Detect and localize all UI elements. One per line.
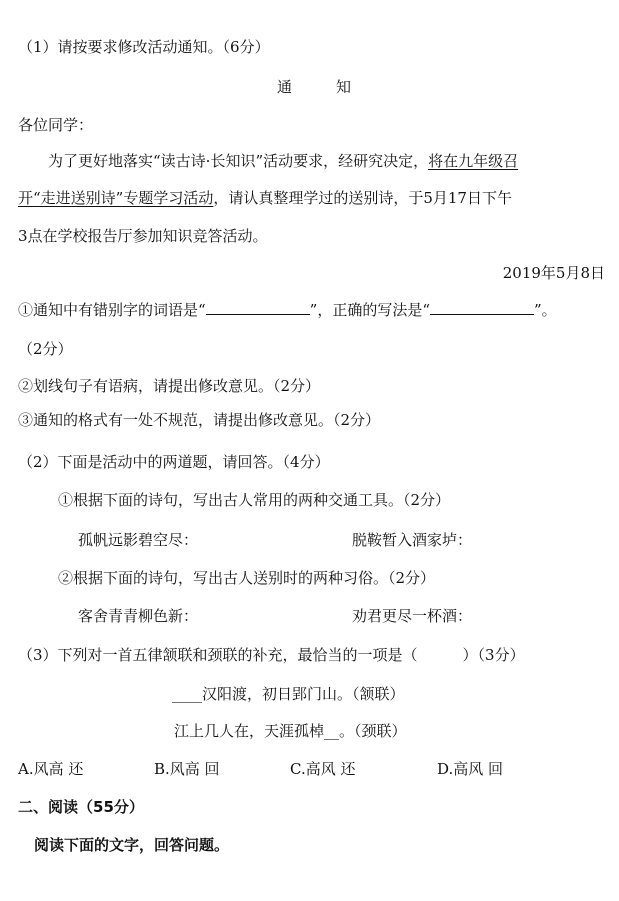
- notice-date: 2019年5月8日: [502, 264, 605, 282]
- q1-sub1: [18, 300, 557, 320]
- q1-header: （1）请按要求修改活动通知。（6分）: [18, 38, 270, 56]
- q2-sub2-poem-b: 劝君更尽一杯酒：: [352, 607, 473, 625]
- notice-title: [277, 77, 351, 97]
- underlined-sentence-part-1: 将在九年级召: [428, 152, 519, 170]
- q2-sub1-poem-a: 孤帆远影碧空尽：: [78, 531, 199, 549]
- q3-line-b: [174, 721, 407, 741]
- notice-title-char-2: 知: [336, 78, 352, 96]
- q1-sub2: ②划线句子有语病，请提出修改意见。（2分）: [18, 377, 321, 395]
- notice-body-line-1: [48, 151, 518, 171]
- q3-option-c[interactable]: C.高风 还: [290, 760, 356, 778]
- section-2-instruction: 阅读下面的文字，回答问题。: [34, 836, 230, 854]
- answer-blank[interactable]: [206, 300, 310, 315]
- q1-sub1-score: （2分）: [18, 340, 73, 358]
- q1-sub1-text: ①通知中有错别字的词语是“: [18, 301, 206, 319]
- notice-salutation: 各位同学：: [18, 116, 94, 134]
- q3-option-b[interactable]: B.风高 回: [154, 760, 220, 778]
- q3-line-a: [172, 684, 405, 704]
- q1-sub3: ③通知的格式有一处不规范，请提出修改意见。（2分）: [18, 411, 381, 429]
- q1-sub1-text: ”，正确的写法是“: [309, 301, 431, 319]
- q2-header: （2）下面是活动中的两道题，请回答。（4分）: [18, 453, 330, 471]
- q3-line-b-text: 江上几人在，天涯孤棹: [174, 722, 325, 740]
- q3-option-a[interactable]: A.风高 还: [18, 760, 84, 778]
- answer-blank[interactable]: ____: [172, 685, 202, 703]
- answer-blank[interactable]: [430, 300, 534, 315]
- notice-body-line-2: [18, 188, 512, 208]
- section-2-title: 二、阅读（55分）: [18, 798, 144, 816]
- q3-option-d[interactable]: D.高风 回: [437, 760, 504, 778]
- q2-sub2: ②根据下面的诗句，写出古人送别时的两种习俗。（2分）: [58, 569, 436, 587]
- q2-sub2-poem-a: 客舍青青柳色新：: [78, 607, 199, 625]
- q3-header: （3）下列对一首五律颔联和颈联的补充，最恰当的一项是（ ）（3分）: [18, 646, 525, 664]
- q2-sub1-poem-b: 脱鞍暂入酒家垆：: [352, 531, 473, 549]
- q3-line-a-text: 汉阳渡，初日郢门山。（颔联）: [202, 685, 405, 703]
- answer-blank[interactable]: __: [324, 722, 340, 740]
- q1-sub1-text: ”。: [534, 301, 557, 319]
- notice-body-text: 为了更好地落实“读古诗·长知识”活动要求，经研究决定，: [48, 152, 429, 170]
- notice-title-char-1: 通: [277, 78, 293, 96]
- notice-body-text: ，请认真整理学过的送别诗，于5月17日下午: [213, 189, 512, 207]
- q2-sub1: ①根据下面的诗句，写出古人常用的两种交通工具。（2分）: [58, 491, 451, 509]
- underlined-sentence-part-2: 开“走进送别诗”专题学习活动: [18, 189, 214, 207]
- q3-line-b-end: 。（颈联）: [339, 722, 407, 740]
- notice-body-line-3: 3点在学校报告厅参加知识竞答活动。: [18, 227, 268, 245]
